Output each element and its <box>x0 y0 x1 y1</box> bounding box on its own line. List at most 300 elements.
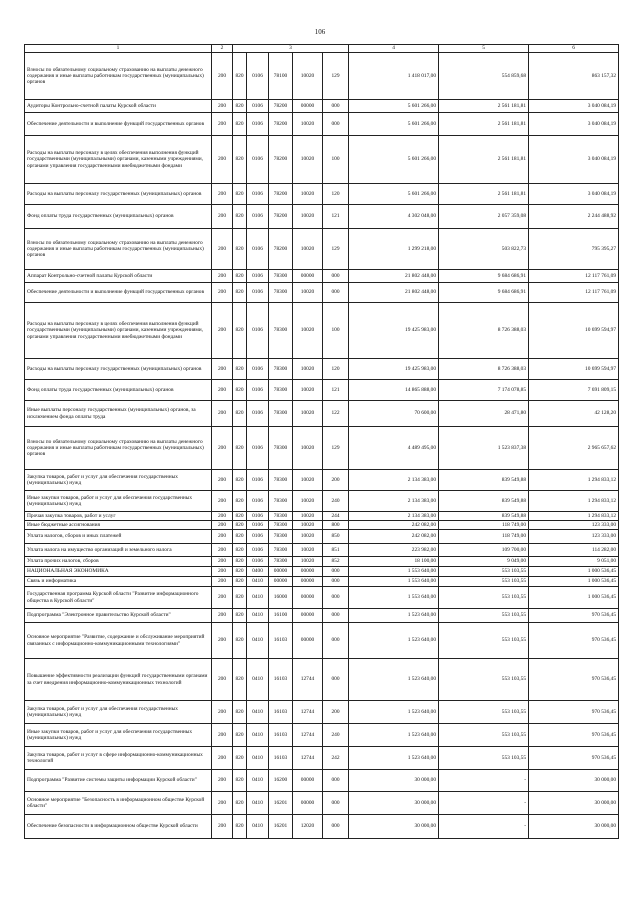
code-cell: 12744 <box>293 659 323 701</box>
code-cell: 200 <box>212 100 233 113</box>
code-cell: 000 <box>323 609 349 623</box>
code-cell: 78300 <box>269 359 293 380</box>
code-cell: 78300 <box>269 427 293 470</box>
value-cell: 553 103,55 <box>439 659 529 701</box>
code-cell: 0106 <box>247 136 269 184</box>
table-row <box>25 283 619 303</box>
table-row <box>25 270 619 283</box>
name-cell: Иные бюджетные ассигнования <box>25 521 212 530</box>
name-cell: Обеспечение деятельности и выполнение функций государственных органов <box>25 113 212 136</box>
code-cell: 820 <box>233 359 247 380</box>
value-cell: 553 103,55 <box>439 701 529 724</box>
code-cell: 200 <box>212 567 233 577</box>
name-cell: НАЦИОНАЛЬНАЯ ЭКОНОМИКА <box>25 567 212 577</box>
header-cell: 4 <box>349 45 439 53</box>
value-cell: 118 749,00 <box>439 530 529 544</box>
name-cell: Подпрограмма "Электронное правительство Курской области" <box>25 609 212 623</box>
code-cell: 820 <box>233 770 247 792</box>
table-row <box>25 136 619 184</box>
value-cell: 30 000,00 <box>529 770 619 792</box>
value-cell: 863 157,32 <box>529 53 619 100</box>
code-cell: 00000 <box>293 577 323 587</box>
code-cell: 0410 <box>247 659 269 701</box>
table-row <box>25 512 619 521</box>
code-cell: 200 <box>212 53 233 100</box>
code-cell: 000 <box>323 770 349 792</box>
table-row <box>25 577 619 587</box>
value-cell: 839 549,88 <box>439 470 529 491</box>
value-cell: 3 040 084,19 <box>529 100 619 113</box>
table-row <box>25 184 619 205</box>
value-cell: 553 103,55 <box>439 724 529 747</box>
code-cell: 10020 <box>293 205 323 229</box>
code-cell: 0410 <box>247 815 269 839</box>
code-cell: 00000 <box>269 577 293 587</box>
code-cell: 000 <box>323 113 349 136</box>
table-row <box>25 770 619 792</box>
code-cell: 10020 <box>293 521 323 530</box>
code-cell: 0400 <box>247 567 269 577</box>
name-cell: Уплата налогов, сборов и иных платежей <box>25 530 212 544</box>
code-cell: 820 <box>233 136 247 184</box>
table-row <box>25 359 619 380</box>
value-cell: 19 425 983,00 <box>349 303 439 359</box>
code-cell: 820 <box>233 521 247 530</box>
code-cell: 16201 <box>269 792 293 815</box>
code-cell: 78200 <box>269 136 293 184</box>
code-cell: 100 <box>323 303 349 359</box>
code-cell: 78300 <box>269 491 293 512</box>
table-row <box>25 623 619 659</box>
header-row <box>25 45 619 53</box>
value-cell: 1 523 837,38 <box>439 427 529 470</box>
code-cell: 240 <box>323 724 349 747</box>
code-cell: 78200 <box>269 113 293 136</box>
code-cell: 0106 <box>247 359 269 380</box>
code-cell: 200 <box>212 530 233 544</box>
value-cell: 1 299 218,00 <box>349 229 439 270</box>
code-cell: 820 <box>233 270 247 283</box>
page-number: 106 <box>314 28 326 36</box>
code-cell: 851 <box>323 544 349 557</box>
table-row <box>25 659 619 701</box>
table-row <box>25 380 619 401</box>
name-cell: Закупка товаров, работ и услуг для обеспечения государственных (муниципальных) нужд <box>25 701 212 724</box>
code-cell: 0410 <box>247 587 269 609</box>
value-cell: 1 523 640,00 <box>349 609 439 623</box>
code-cell: 0106 <box>247 530 269 544</box>
code-cell: 200 <box>212 701 233 724</box>
code-cell: 78200 <box>269 100 293 113</box>
code-cell: 00000 <box>269 567 293 577</box>
value-cell: 2 561 181,81 <box>439 113 529 136</box>
table-row <box>25 609 619 623</box>
value-cell: 503 822,73 <box>439 229 529 270</box>
code-cell: 0106 <box>247 470 269 491</box>
table-row <box>25 747 619 770</box>
code-cell: 820 <box>233 701 247 724</box>
code-cell: 78300 <box>269 470 293 491</box>
code-cell: 0106 <box>247 205 269 229</box>
value-cell: 7 691 809,15 <box>529 380 619 401</box>
code-cell: 122 <box>323 401 349 427</box>
value-cell: 4 489 495,00 <box>349 427 439 470</box>
value-cell: 1 553 640,00 <box>349 567 439 577</box>
value-cell: 1 553 640,00 <box>349 587 439 609</box>
value-cell: 10 699 594,97 <box>529 303 619 359</box>
value-cell: 2 561 181,81 <box>439 184 529 205</box>
value-cell: 2 134 383,00 <box>349 512 439 521</box>
code-cell: 200 <box>212 229 233 270</box>
code-cell: 0106 <box>247 270 269 283</box>
value-cell: 242 082,00 <box>349 521 439 530</box>
budget-table <box>24 44 619 839</box>
name-cell: Взносы по обязательному социальному страхованию на выплаты денежного содержания и иные выплаты работникам государственных (муниципальных) органов <box>25 427 212 470</box>
code-cell: 10020 <box>293 136 323 184</box>
value-cell: 553 103,55 <box>439 587 529 609</box>
code-cell: 0106 <box>247 113 269 136</box>
value-cell: 2 057 359,08 <box>439 205 529 229</box>
code-cell: 0410 <box>247 792 269 815</box>
value-cell: 42 128,20 <box>529 401 619 427</box>
name-cell: Уплата прочих налогов, сборов <box>25 557 212 567</box>
value-cell: 10 699 594,97 <box>529 359 619 380</box>
code-cell: 0410 <box>247 747 269 770</box>
table-row <box>25 100 619 113</box>
table-row <box>25 401 619 427</box>
code-cell: 10020 <box>293 53 323 100</box>
table-row <box>25 530 619 544</box>
code-cell: 200 <box>323 470 349 491</box>
code-cell: 852 <box>323 557 349 567</box>
code-cell: 10020 <box>293 380 323 401</box>
code-cell: 820 <box>233 427 247 470</box>
table-row <box>25 427 619 470</box>
code-cell: 10020 <box>293 184 323 205</box>
code-cell: 10020 <box>293 530 323 544</box>
value-cell: 1 523 640,00 <box>349 701 439 724</box>
value-cell: 1 523 640,00 <box>349 724 439 747</box>
code-cell: 78300 <box>269 544 293 557</box>
code-cell: 800 <box>323 521 349 530</box>
value-cell: - <box>439 815 529 839</box>
code-cell: 00000 <box>293 792 323 815</box>
code-cell: 240 <box>323 491 349 512</box>
code-cell: 200 <box>212 587 233 609</box>
value-cell: 1 294 833,12 <box>529 470 619 491</box>
code-cell: 200 <box>212 184 233 205</box>
code-cell: 16201 <box>269 815 293 839</box>
code-cell: 10020 <box>293 283 323 303</box>
value-cell: - <box>439 792 529 815</box>
code-cell: 0106 <box>247 229 269 270</box>
name-cell: Расходы на выплаты персоналу в целях обеспечения выполнения функций государственными (муниципальными) органами, казенными учреждениями, органами управления государственными внебюджетными фондами <box>25 303 212 359</box>
value-cell: 9 684 686,91 <box>439 283 529 303</box>
code-cell: 78300 <box>269 512 293 521</box>
code-cell: 000 <box>323 270 349 283</box>
code-cell: 000 <box>323 792 349 815</box>
code-cell: 000 <box>323 100 349 113</box>
value-cell: 1 553 640,00 <box>349 577 439 587</box>
header-cell: 2 <box>212 45 233 53</box>
code-cell: 200 <box>212 113 233 136</box>
value-cell: 7 174 078,85 <box>439 380 529 401</box>
code-cell: 0106 <box>247 521 269 530</box>
code-cell: 820 <box>233 557 247 567</box>
name-cell: Основное мероприятие "Безопасность в информационном обществе Курской области" <box>25 792 212 815</box>
code-cell: 78300 <box>269 270 293 283</box>
value-cell: 1 523 640,00 <box>349 623 439 659</box>
value-cell: 795 395,27 <box>529 229 619 270</box>
code-cell: 820 <box>233 380 247 401</box>
code-cell: 0106 <box>247 491 269 512</box>
code-cell: 200 <box>212 609 233 623</box>
value-cell: 21 802 448,00 <box>349 283 439 303</box>
code-cell: 000 <box>323 815 349 839</box>
code-cell: 200 <box>212 427 233 470</box>
value-cell: 12 117 761,09 <box>529 270 619 283</box>
code-cell: 00000 <box>293 623 323 659</box>
value-cell: 839 549,88 <box>439 491 529 512</box>
code-cell: 120 <box>323 359 349 380</box>
code-cell: 10020 <box>293 303 323 359</box>
name-cell: Расходы на выплаты персоналу государственных (муниципальных) органов <box>25 184 212 205</box>
value-cell: 18 100,00 <box>349 557 439 567</box>
code-cell: 0106 <box>247 53 269 100</box>
name-cell: Уплата налога на имущество организаций и земельного налога <box>25 544 212 557</box>
code-cell: 200 <box>212 544 233 557</box>
code-cell: 000 <box>323 623 349 659</box>
code-cell: 100 <box>323 136 349 184</box>
value-cell: 839 549,88 <box>439 512 529 521</box>
code-cell: 00000 <box>293 270 323 283</box>
value-cell: 30 000,00 <box>349 792 439 815</box>
value-cell: 2 134 383,00 <box>349 470 439 491</box>
value-cell: 28 471,80 <box>439 401 529 427</box>
table-row <box>25 815 619 839</box>
value-cell: 1 000 536,45 <box>529 587 619 609</box>
code-cell: 820 <box>233 303 247 359</box>
value-cell: 30 000,00 <box>529 792 619 815</box>
value-cell: 19 425 983,00 <box>349 359 439 380</box>
code-cell: 820 <box>233 491 247 512</box>
code-cell: 820 <box>233 747 247 770</box>
code-cell: 78100 <box>269 53 293 100</box>
code-cell: 200 <box>212 470 233 491</box>
code-cell: 16103 <box>269 747 293 770</box>
code-cell: 200 <box>212 521 233 530</box>
value-cell: 2 134 383,00 <box>349 491 439 512</box>
value-cell: 114 282,00 <box>529 544 619 557</box>
code-cell: 820 <box>233 815 247 839</box>
code-cell: 820 <box>233 100 247 113</box>
value-cell: 9 051,00 <box>529 557 619 567</box>
header-cell: 6 <box>529 45 619 53</box>
table-row <box>25 544 619 557</box>
code-cell: 00000 <box>293 609 323 623</box>
code-cell: 10020 <box>293 557 323 567</box>
name-cell: Аппарат Контрольно-счетной палаты Курской области <box>25 270 212 283</box>
code-cell: 0410 <box>247 770 269 792</box>
code-cell: 10020 <box>293 359 323 380</box>
code-cell: 0410 <box>247 701 269 724</box>
code-cell: 0106 <box>247 427 269 470</box>
table-row <box>25 491 619 512</box>
code-cell: 200 <box>212 577 233 587</box>
code-cell: 820 <box>233 659 247 701</box>
name-cell: Обеспечение безопасности в информационном обществе Курской области <box>25 815 212 839</box>
code-cell: 820 <box>233 567 247 577</box>
table-row <box>25 557 619 567</box>
value-cell: 3 040 084,19 <box>529 184 619 205</box>
code-cell: 200 <box>212 623 233 659</box>
code-cell: 820 <box>233 530 247 544</box>
value-cell: 553 103,55 <box>439 609 529 623</box>
value-cell: 5 601 266,00 <box>349 136 439 184</box>
table-row <box>25 521 619 530</box>
code-cell: 820 <box>233 544 247 557</box>
name-cell: Связь и информатика <box>25 577 212 587</box>
code-cell: 16100 <box>269 609 293 623</box>
value-cell: 2 561 181,81 <box>439 136 529 184</box>
value-cell: 970 536,45 <box>529 623 619 659</box>
code-cell: 78300 <box>269 283 293 303</box>
code-cell: 0106 <box>247 184 269 205</box>
code-cell: 200 <box>323 701 349 724</box>
code-cell: 16000 <box>269 587 293 609</box>
code-cell: 121 <box>323 205 349 229</box>
code-cell: 121 <box>323 380 349 401</box>
code-cell: 16200 <box>269 770 293 792</box>
code-cell: 129 <box>323 229 349 270</box>
value-cell: 2 244 488,92 <box>529 205 619 229</box>
value-cell: 223 982,00 <box>349 544 439 557</box>
value-cell: 4 302 048,00 <box>349 205 439 229</box>
code-cell: 820 <box>233 113 247 136</box>
code-cell: 200 <box>212 136 233 184</box>
value-cell: 554 859,68 <box>439 53 529 100</box>
code-cell: 78300 <box>269 401 293 427</box>
code-cell: 78300 <box>269 530 293 544</box>
value-cell: 9 684 686,91 <box>439 270 529 283</box>
name-cell: Основное мероприятие "Развитие, содержание и обслуживание мероприятий связанных с информационно-коммуникационными технологиями" <box>25 623 212 659</box>
code-cell: 000 <box>323 577 349 587</box>
name-cell: Взносы по обязательному социальному страхованию на выплаты денежного содержания и иные выплаты работникам государственных (муниципальных) органов <box>25 53 212 100</box>
value-cell: 553 103,55 <box>439 747 529 770</box>
code-cell: 000 <box>323 587 349 609</box>
code-cell: 120 <box>323 184 349 205</box>
code-cell: 0106 <box>247 100 269 113</box>
code-cell: 16103 <box>269 659 293 701</box>
code-cell: 0106 <box>247 283 269 303</box>
code-cell: 0410 <box>247 724 269 747</box>
code-cell: 820 <box>233 512 247 521</box>
value-cell: 2 561 181,81 <box>439 100 529 113</box>
value-cell: 2 965 657,62 <box>529 427 619 470</box>
code-cell: 820 <box>233 724 247 747</box>
value-cell: 970 536,45 <box>529 724 619 747</box>
code-cell: 0106 <box>247 303 269 359</box>
name-cell: Расходы на выплаты персоналу государственных (муниципальных) органов <box>25 359 212 380</box>
name-cell: Закупка товаров, работ и услуг в сфере информационно-коммуникационных технологий <box>25 747 212 770</box>
code-cell: 820 <box>233 401 247 427</box>
value-cell: 109 700,00 <box>439 544 529 557</box>
value-cell: 970 536,45 <box>529 609 619 623</box>
value-cell: 5 601 266,00 <box>349 184 439 205</box>
value-cell: 1 523 640,00 <box>349 659 439 701</box>
code-cell: 78300 <box>269 380 293 401</box>
code-cell: 00000 <box>293 100 323 113</box>
code-cell: 850 <box>323 530 349 544</box>
table-row <box>25 53 619 100</box>
code-cell: 00000 <box>293 587 323 609</box>
code-cell: 10020 <box>293 491 323 512</box>
code-cell: 200 <box>212 724 233 747</box>
code-cell: 200 <box>212 792 233 815</box>
name-cell: Иные выплаты персоналу государственных (муниципальных) органов, за исключением фонда оплаты труда <box>25 401 212 427</box>
code-cell: 200 <box>212 380 233 401</box>
value-cell: 970 536,45 <box>529 747 619 770</box>
value-cell: 30 000,00 <box>349 815 439 839</box>
value-cell: 5 601 266,00 <box>349 100 439 113</box>
name-cell: Иные закупки товаров, работ и услуг для обеспечения государственных (муниципальных) нужд <box>25 491 212 512</box>
name-cell: Аудиторы Контрольно-счетной палаты Курской области <box>25 100 212 113</box>
name-cell: Обеспечение деятельности и выполнение функций государственных органов <box>25 283 212 303</box>
name-cell: Закупка товаров, работ и услуг для обеспечения государственных (муниципальных) нужд <box>25 470 212 491</box>
code-cell: 200 <box>212 303 233 359</box>
value-cell: 553 103,55 <box>439 623 529 659</box>
code-cell: 244 <box>323 512 349 521</box>
value-cell: 3 040 084,19 <box>529 136 619 184</box>
value-cell: - <box>439 770 529 792</box>
value-cell: 1 000 536,45 <box>529 577 619 587</box>
code-cell: 820 <box>233 184 247 205</box>
code-cell: 200 <box>212 270 233 283</box>
value-cell: 123 333,00 <box>529 521 619 530</box>
code-cell: 12744 <box>293 701 323 724</box>
code-cell: 78300 <box>269 521 293 530</box>
code-cell: 10020 <box>293 427 323 470</box>
code-cell: 242 <box>323 747 349 770</box>
code-cell: 200 <box>212 401 233 427</box>
value-cell: 553 103,55 <box>439 577 529 587</box>
code-cell: 200 <box>212 283 233 303</box>
name-cell: Расходы на выплаты персоналу в целях обеспечения выполнения функций государственными (муниципальными) органами, казенными учреждениями, органами управления государственными внебюджетными фондами <box>25 136 212 184</box>
code-cell: 200 <box>212 359 233 380</box>
value-cell: 553 103,55 <box>439 567 529 577</box>
code-cell: 000 <box>323 567 349 577</box>
value-cell: 5 601 266,00 <box>349 113 439 136</box>
name-cell: Подпрограмма "Развитие системы защиты информации Курской области" <box>25 770 212 792</box>
code-cell: 820 <box>233 53 247 100</box>
value-cell: 3 040 084,19 <box>529 113 619 136</box>
code-cell: 820 <box>233 470 247 491</box>
table-row <box>25 587 619 609</box>
name-cell: Фонд оплаты труда государственных (муниципальных) органов <box>25 380 212 401</box>
table-row <box>25 792 619 815</box>
code-cell: 12744 <box>293 724 323 747</box>
code-cell: 200 <box>212 491 233 512</box>
code-cell: 16103 <box>269 623 293 659</box>
code-cell: 78200 <box>269 184 293 205</box>
header-cell: 5 <box>439 45 529 53</box>
code-cell: 10020 <box>293 401 323 427</box>
value-cell: 8 726 388,03 <box>439 359 529 380</box>
value-cell: 118 749,00 <box>439 521 529 530</box>
code-cell: 16103 <box>269 724 293 747</box>
code-cell: 0106 <box>247 380 269 401</box>
code-cell: 200 <box>212 512 233 521</box>
